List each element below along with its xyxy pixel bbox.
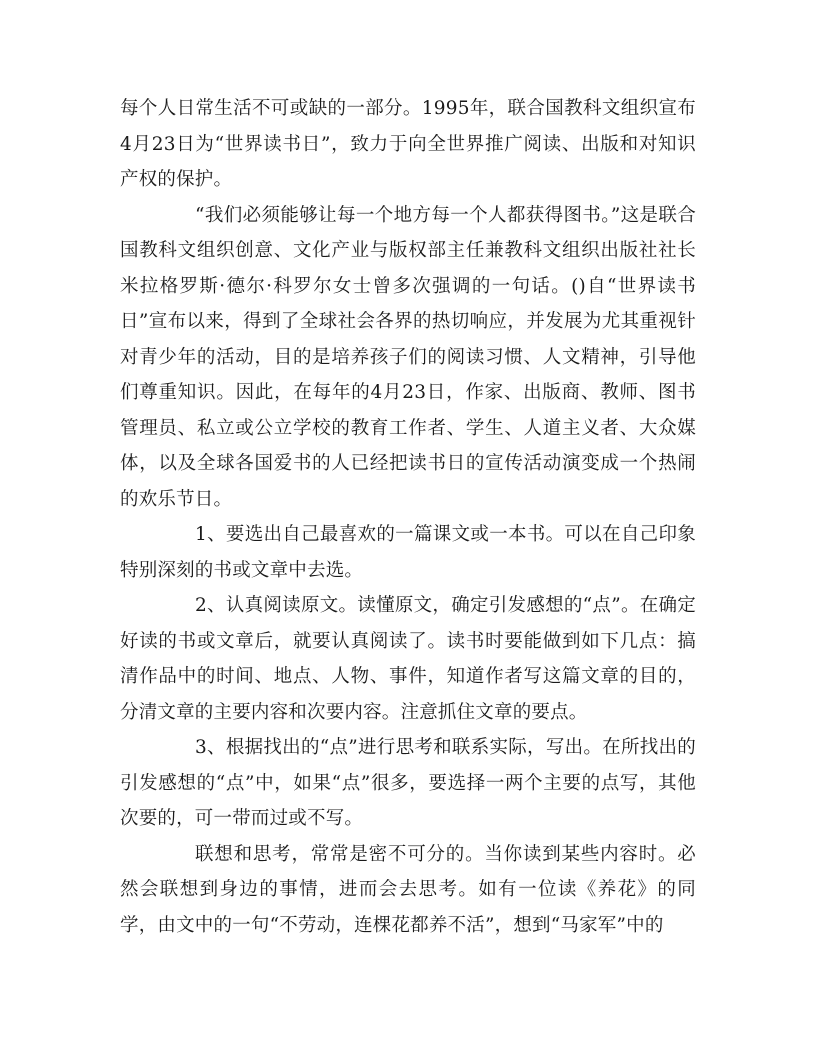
paragraph-1: 每个人日常生活不可或缺的一部分。1995年，联合国教科文组织宣布4月23日为“世界读书日”，致力于向全世界推广阅读、出版和对知识产权的保护。 — [120, 98, 696, 190]
paragraph-5: 3、根据找出的“点”进行思考和联系实际，写出。在所找出的引发感想的“点”中，如果“点”很多，要选择一两个主要的点写，其他次要的，可一带而过或不写。 — [120, 737, 696, 829]
paragraph-2: “我们必须能够让每一个地方每一个人都获得图书。”这是联合国教科文组织创意、文化产业与版权部主任兼教科文组织出版社社长米拉格罗斯·德尔·科罗尔女士曾多次强调的一句话。()自“世界读书日”宣布以来，得到了全球社会各界的热切响应，并发展为尤其重视针对青少年的活动，目的是培养孩子们的阅读习惯、人文精神，引导他们尊重知识。因此，在每年的4月23日，作家、出版商、教师、图书管理员、私立或公立学校的教育工作者、学生、人道主义者、大众媒体，以及全球各国爱书的人已经把读书日的宣传活动演变成一个热闹的欢乐节日。 — [120, 204, 696, 510]
paragraph-4: 2、认真阅读原文。读懂原文，确定引发感想的“点”。在确定好读的书或文章后，就要认真阅读了。读书时要能做到如下几点：搞清作品中的时间、地点、人物、事件，知道作者写这篇文章的目的，分清文章的主要内容和次要内容。注意抓住文章的要点。 — [120, 595, 696, 723]
paragraph-3: 1、要选出自己最喜欢的一篇课文或一本书。可以在自己印象特别深刻的书或文章中去选。 — [120, 524, 696, 581]
paragraph-6: 联想和思考，常常是密不可分的。当你读到某些内容时。必然会联想到身边的事情，进而会去思考。如有一位读《养花》的同学，由文中的一句“不劳动，连棵花都养不活”，想到“马家军”中的 — [120, 843, 696, 936]
document-body — [120, 91, 696, 943]
